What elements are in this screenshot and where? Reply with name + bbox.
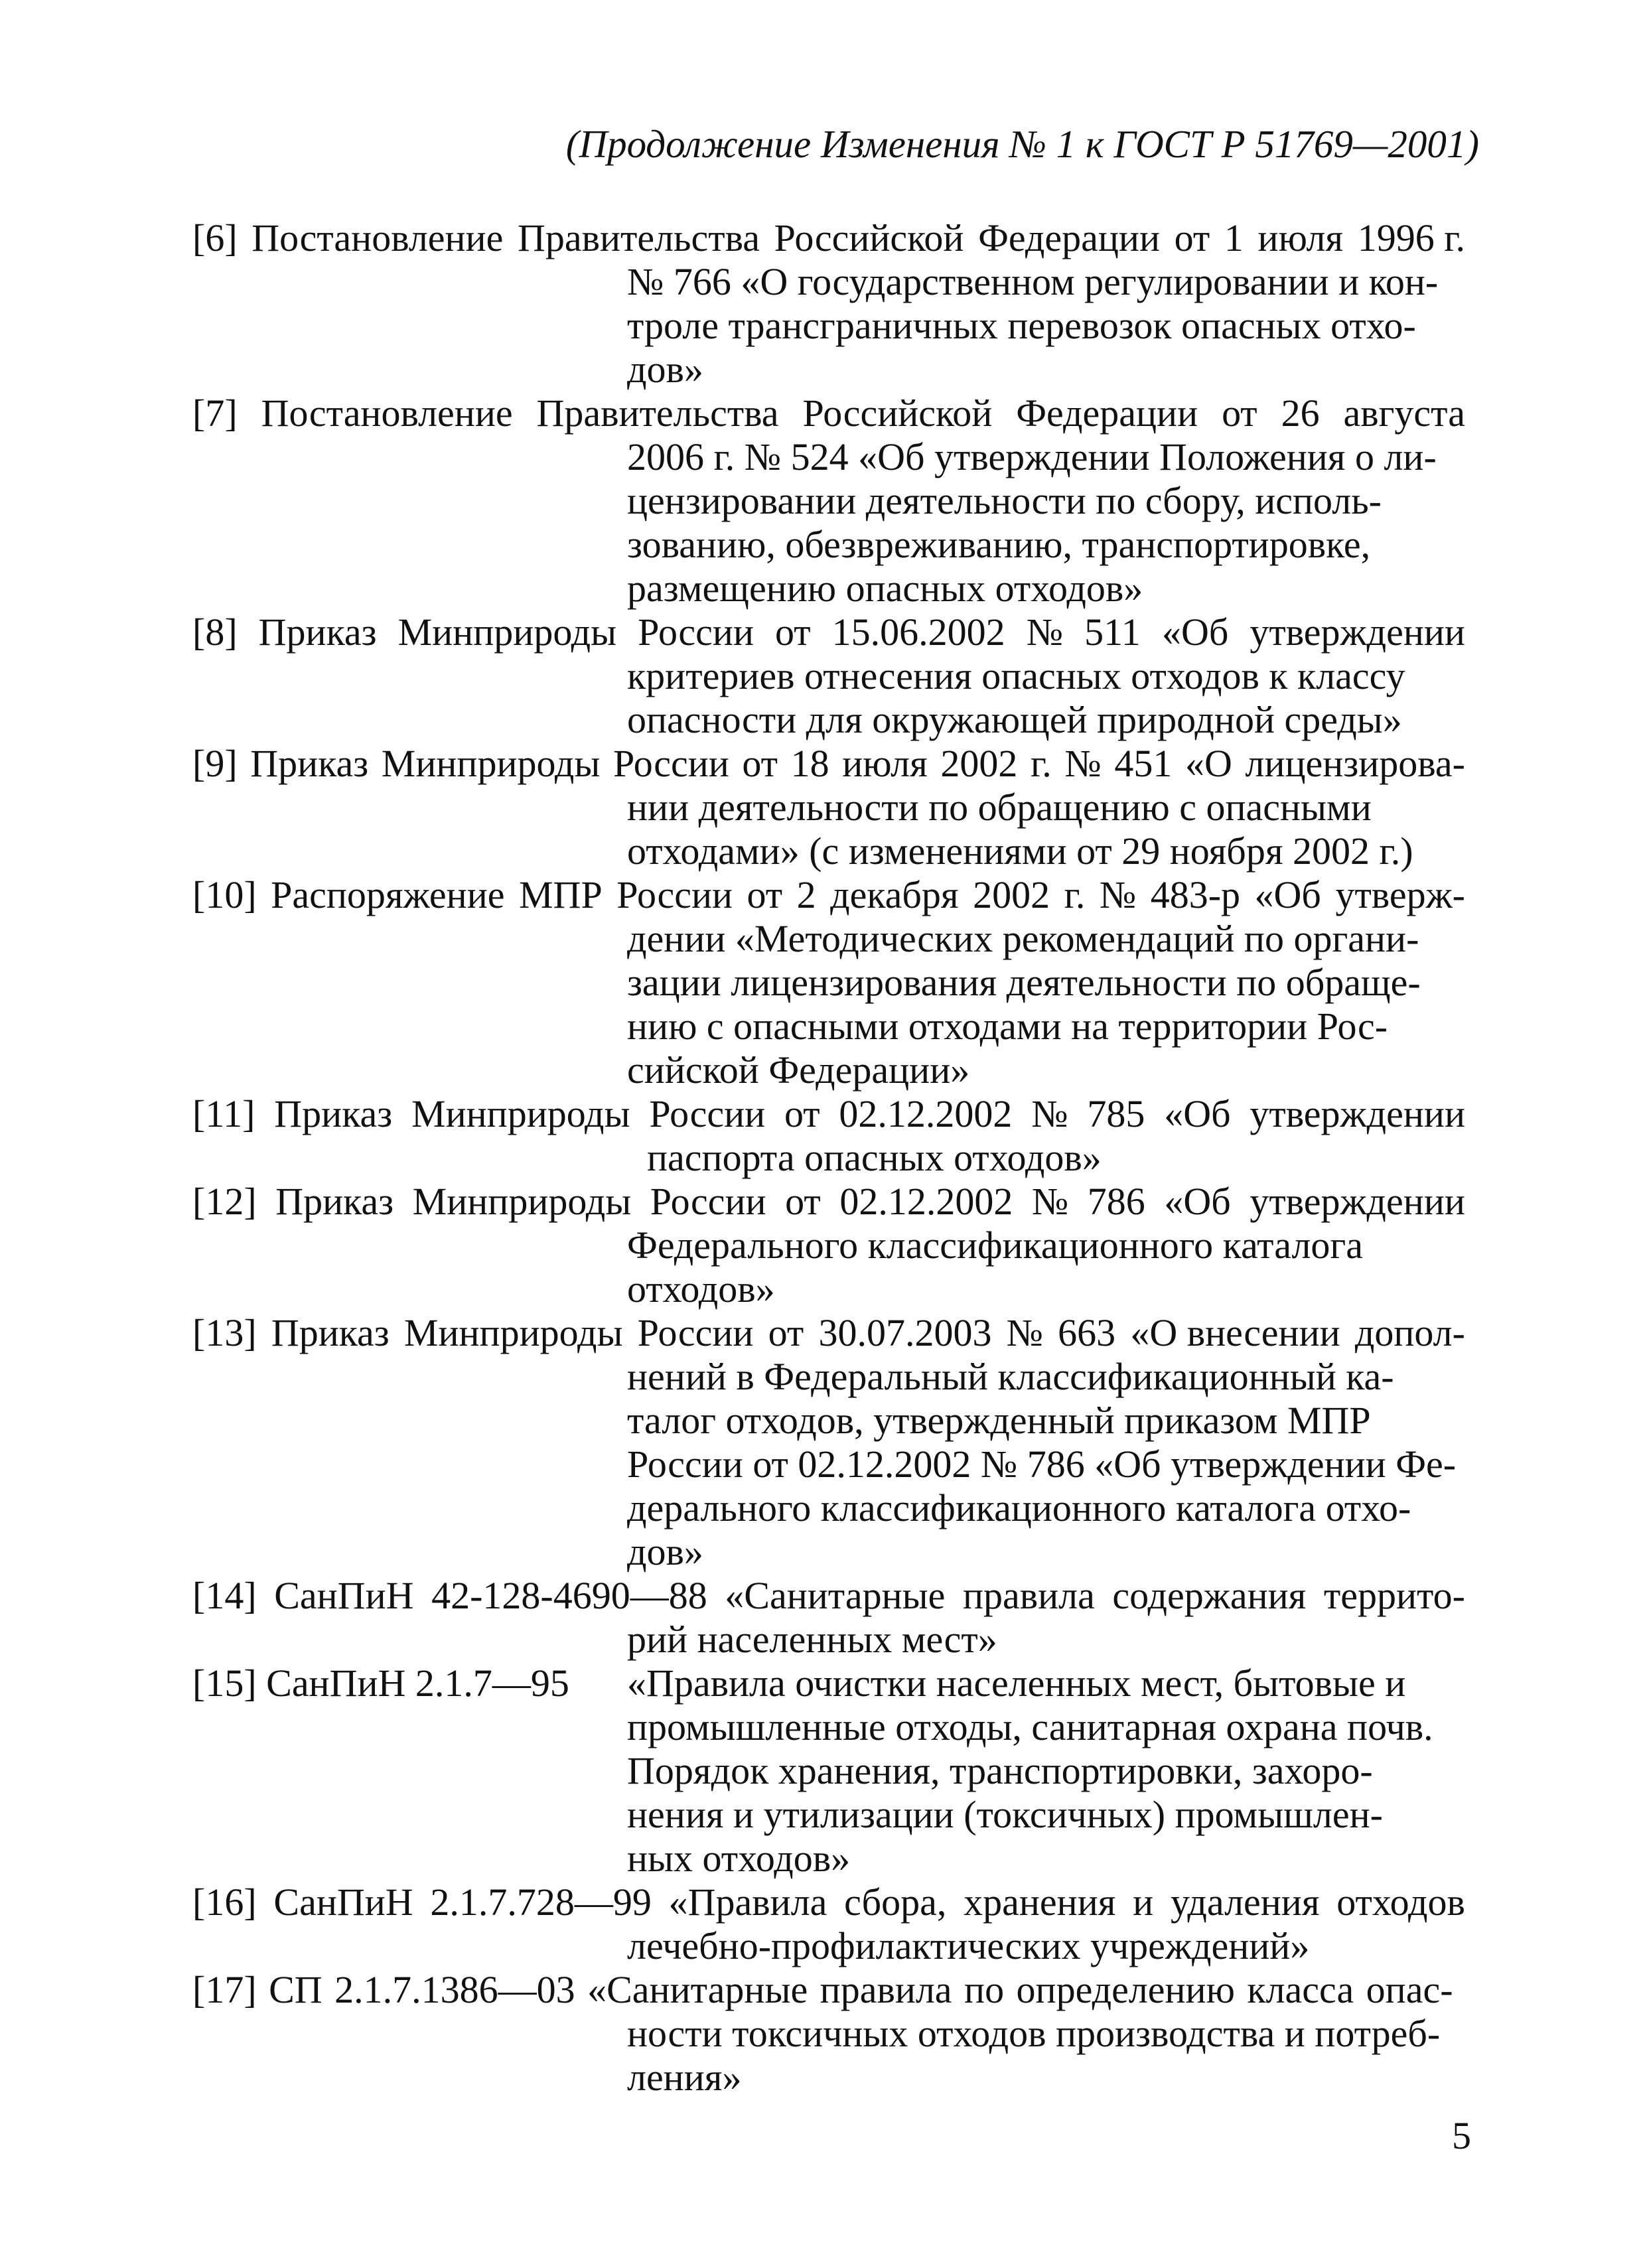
- reference-first-line: [13] Приказ Минприроды России от 30.07.2003 № 663 «О внесении допол-: [192, 1311, 1465, 1354]
- reference-item-11: [11] Приказ Минприроды России от 02.12.2002 № 785 «Об утверждении паспорта опасных отходов»: [192, 1092, 1465, 1179]
- reference-item-13: [13] Приказ Минприроды России от 30.07.2003 № 663 «О внесении допол- нений в Федеральный классификационный ка- талог отходов, утвержденный приказом МПР России от 02.12.2002 № 786 «Об утверждении Фе- дерального классификационного каталога отхо- дов»: [192, 1311, 1465, 1573]
- reference-first-line: [8] Приказ Минприроды России от 15.06.2002 № 511 «Об утверждении: [192, 610, 1465, 654]
- reference-item-7: [7] Постановление Правительства Российской Федерации от 26 августа 2006 г. № 524 «Об утверждении Положения о ли- цензировании деятельности по сбору, исполь- зованию, обезвреживанию, транспортировке, размещению опасных отходов»: [192, 391, 1465, 610]
- reference-list: [192, 216, 1465, 2099]
- reference-first-line: [17] СП 2.1.7.1386—03 «Санитарные правила по определению класса опас-: [192, 1968, 1453, 2011]
- reference-item-16: [16] СанПиН 2.1.7.728—99 «Правила сбора, хранения и удаления отходов лечебно-профилактических учреждений»: [192, 1880, 1465, 1967]
- reference-item-10: [10] Распоряжение МПР России от 2 декабря 2002 г. № 483-р «Об утверж- дении «Методических рекомендаций по органи- зации лицензирования деятельности по обраще- нию с опасными отходами на территории Рос- сийской Федерации»: [192, 873, 1465, 1092]
- reference-item-12: [12] Приказ Минприроды России от 02.12.2002 № 786 «Об утверждении Федерального классификационного каталога отходов»: [192, 1180, 1465, 1311]
- reference-first-line: [16] СанПиН 2.1.7.728—99 «Правила сбора, хранения и удаления отходов: [192, 1880, 1465, 1924]
- reference-first-line: [7] Постановление Правительства Российской Федерации от 26 августа: [192, 391, 1465, 435]
- reference-first-line: [10] Распоряжение МПР России от 2 декабря 2002 г. № 483-р «Об утверж-: [192, 873, 1465, 916]
- reference-item-14: [14] СанПиН 42-128-4690—88 «Санитарные правила содержания террито- рий населенных мест»: [192, 1574, 1465, 1661]
- reference-first-line: [11] Приказ Минприроды России от 02.12.2002 № 785 «Об утверждении: [192, 1092, 1465, 1135]
- reference-first-line: [14] СанПиН 42-128-4690—88 «Санитарные правила содержания террито-: [192, 1574, 1465, 1617]
- page-number: 5: [1452, 2114, 1471, 2157]
- reference-first-line: [6] Постановление Правительства Российской Федерации от 1 июля 1996 г.: [192, 216, 1465, 259]
- reference-first-line: [15] СанПиН 2.1.7—95 «Правила очистки населенных мест, бытовые и: [192, 1662, 1406, 1705]
- reference-item-15: [15] СанПиН 2.1.7—95 «Правила очистки населенных мест, бытовые и промышленные отходы, санитарная охрана почв. Порядок хранения, транспортировки, захоро- нения и утилизации (токсичных) промышлен- ных отходов»: [192, 1662, 1465, 1880]
- reference-item-17: [17] СП 2.1.7.1386—03 «Санитарные правила по определению класса опас- ности токсичных отходов производства и потреб- ления»: [192, 1968, 1465, 2099]
- page-header: (Продолжение Изменения № 1 к ГОСТ Р 51769—2001): [565, 122, 1479, 166]
- reference-first-line: [9] Приказ Минприроды России от 18 июля 2002 г. № 451 «О лицензирова-: [192, 742, 1465, 785]
- reference-first-line: [12] Приказ Минприроды России от 02.12.2002 № 786 «Об утверждении: [192, 1180, 1465, 1223]
- reference-item-9: [9] Приказ Минприроды России от 18 июля 2002 г. № 451 «О лицензирова- нии деятельности по обращению с опасными отходами» (с изменениями от 29 ноября 2002 г.): [192, 742, 1465, 873]
- reference-item-8: [8] Приказ Минприроды России от 15.06.2002 № 511 «Об утверждении критериев отнесения опасных отходов к классу опасности для окружающей природной среды»: [192, 610, 1465, 741]
- reference-item-6: [6] Постановление Правительства Российской Федерации от 1 июля 1996 г. № 766 «О государственном регулировании и кон- троле трансграничных перевозок опасных отхо- дов»: [192, 216, 1465, 391]
